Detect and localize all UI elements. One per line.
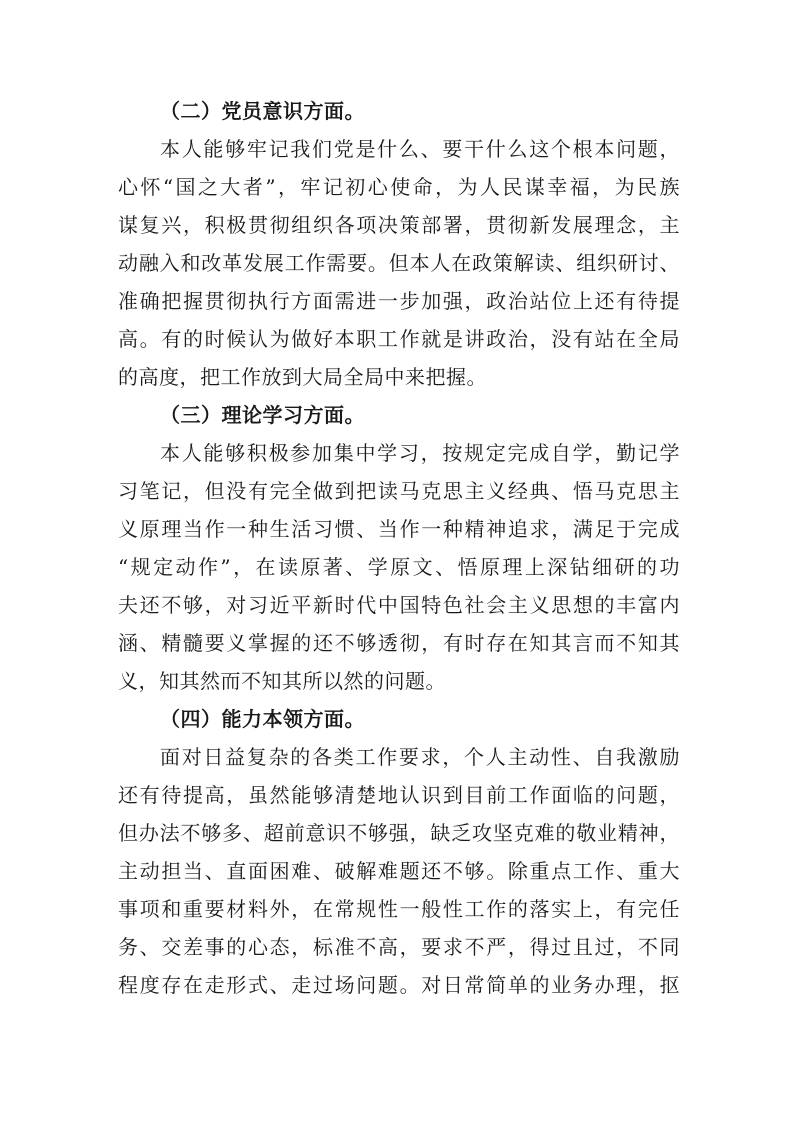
- paragraph-line: 夫还不够，对习近平新时代中国特色社会主义思想的丰富内: [118, 593, 680, 617]
- paragraph-line: 但办法不够多、超前意识不够强，缺乏攻坚克难的敬业精神，: [118, 821, 680, 845]
- paragraph-line: 事项和重要材料外，在常规性一般性工作的落实上，有完任: [118, 897, 680, 921]
- paragraph-line: 主动担当、直面困难、破解难题还不够。除重点工作、重大: [118, 859, 680, 883]
- paragraph-line: “规定动作”，在读原著、学原文、悟原理上深钻细研的功: [118, 555, 680, 579]
- paragraph-line: 义原理当作一种生活习惯、当作一种精神追求，满足于完成: [118, 517, 680, 541]
- paragraph-line: 的高度，把工作放到大局全局中来把握。: [118, 365, 487, 389]
- paragraph-line: 本人能够牢记我们党是什么、要干什么这个根本问题，: [160, 137, 680, 161]
- paragraph-line: 务、交差事的心态，标准不高，要求不严，得过且过，不同: [118, 935, 680, 959]
- paragraph-line: 动融入和改革发展工作需要。但本人在政策解读、组织研讨、: [118, 251, 680, 275]
- section-theory-study: [118, 396, 680, 700]
- paragraph-line: 心怀“国之大者”，牢记初心使命，为人民谋幸福，为民族: [118, 175, 680, 199]
- paragraph-line: 程度存在走形式、走过场问题。对日常简单的业务办理，抠: [118, 973, 680, 997]
- paragraph-line: 还有待提高，虽然能够清楚地认识到目前工作面临的问题，: [118, 783, 680, 807]
- paragraph-line: 谋复兴，积极贯彻组织各项决策部署，贯彻新发展理念，主: [118, 213, 680, 237]
- document-body: [118, 92, 680, 1004]
- section-heading: （四）能力本领方面。: [160, 707, 365, 731]
- paragraph-line: 习笔记，但没有完全做到把读马克思主义经典、悟马克思主: [118, 479, 680, 503]
- paragraph-line: 本人能够积极参加集中学习，按规定完成自学，勤记学: [160, 441, 680, 465]
- paragraph-line: 涵、精髓要义掌握的还不够透彻，有时存在知其言而不知其: [118, 631, 680, 655]
- section-party-awareness: [118, 92, 680, 396]
- section-capability: [118, 700, 680, 1004]
- section-heading: （二）党员意识方面。: [160, 99, 365, 123]
- paragraph-line: 面对日益复杂的各类工作要求，个人主动性、自我激励: [160, 745, 680, 769]
- paragraph-line: 义，知其然而不知其所以然的问题。: [118, 669, 446, 693]
- paragraph-line: 高。有的时候认为做好本职工作就是讲政治，没有站在全局: [118, 327, 680, 351]
- section-heading: （三）理论学习方面。: [160, 403, 365, 427]
- paragraph-line: 准确把握贯彻执行方面需进一步加强，政治站位上还有待提: [118, 289, 680, 313]
